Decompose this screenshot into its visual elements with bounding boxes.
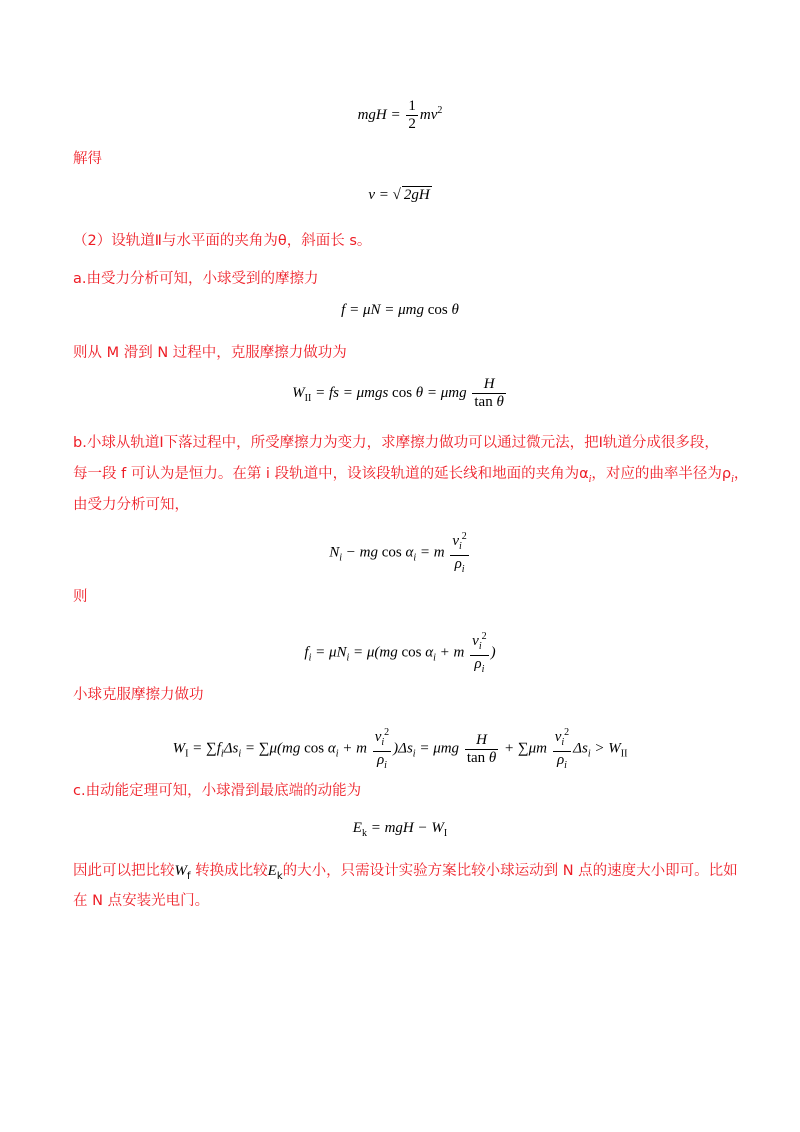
equation-friction-i: $f_i = \mu N_i = \mu(mg$ $\cos \alpha_i + m$ $\frac{v_i^2}{\rho_i}$ ) [0,628,800,678]
text-conclusion-1c: 的大小，只需设计实验方案比较小球运动到 N 点的速度大小即可。比如 [282,863,738,879]
text-conclusion-1: 因此可以把比较$W_f$ 转换成比较$E_k$的大小，只需设计实验方案比较小球运动到 N 点的速度大小即可。比如 [73,863,738,882]
equation-velocity: v = √ 2gH [368,187,430,203]
text-part-b-2a: 每一段 f 可认为是恒力。在第 i 段轨道中，设该段轨道的延长线和地面的夹角为α [73,466,589,482]
text-ze: 则 [73,589,88,605]
text-jiede: 解得 [73,151,102,167]
equation-work-track1: $W_I = \sum f_i\Delta s_i = \sum\mu(mg$ $\cos \alpha_i + m$ $\frac{v_i^2}{\rho_i}$ )$\Delta s_i = \mu mg$ $\frac{H}{\text{tan θ}}$ + ∑μm $\frac{v_i^2}{\rho_i}$ $\Delta s_i > W_{II}$ [0,724,800,774]
text-part-b-1: b.小球从轨道Ⅰ下落过程中，所受摩擦力为变力，求摩擦力做功可以通过微元法，把Ⅰ轨道分成很多段， [73,435,719,451]
text-part-a-1: a.由受力分析可知，小球受到的摩擦力 [73,271,319,287]
equation-friction: f = μN = μmg cos θ [341,302,459,318]
text-conclusion-1a: 因此可以把比较 [73,863,175,879]
text-part-b-3: 由受力分析可知， [73,497,189,513]
equation-energy: mgH = $\frac{1}{2}$ $mv^2$ [357,98,443,132]
text-conclusion-1b: 转换成比较 [195,863,268,879]
equation-normal-force: $N_i$ − mg $\cos \alpha_i = m$ $\frac{v_i^2}{\rho_i}$ [0,528,800,578]
text-part-a-2: 则从 M 滑到 N 过程中，克服摩擦力做功为 [73,345,347,361]
text-part2-intro: （2）设轨道Ⅱ与水平面的夹角为θ，斜面长 s。 [73,233,372,249]
text-part-b-2b: ，对应的曲率半径为ρ [591,466,732,482]
text-conclusion-2: 在 N 点安装光电门。 [73,893,210,909]
equation-kinetic-energy: $E_k$ = mgH − $W_I$ [352,820,448,839]
equation-work-track2: $W_{II}$ = fs = μmgs cos θ = μmg $\frac{H}{\text{tan θ}}$ [292,376,504,410]
text-xiaoqiu: 小球克服摩擦力做功 [73,687,204,703]
text-part-c: c.由动能定理可知，小球滑到最底端的动能为 [73,783,362,799]
text-part-b-2: 每一段 f 可认为是恒力。在第 i 段轨道中，设该段轨道的延长线和地面的夹角为$\alpha_i$，对应的曲率半径为$\rho_i$， [73,466,749,485]
